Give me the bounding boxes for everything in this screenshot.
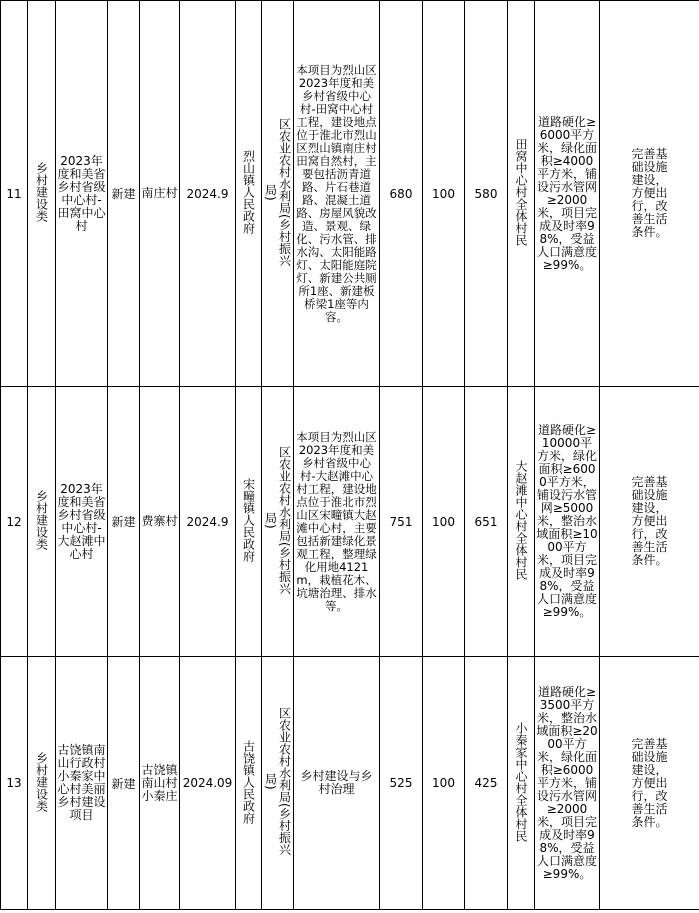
- nature-cell: 新建: [108, 657, 140, 910]
- row-number: 11: [1, 1, 28, 387]
- content-cell: 本项目为烈山区2023年度和美乡村省级中心村-田窝中心村工程，建设地点位于淮北市烈山区烈山镇南庄村田窝自然村，主要包括沥青道路、片石巷道路、混凝土道路、房屋风貌改造、景观、绿化、污水管、排水沟、太阳能路灯、太阳能庭院灯、新建公共厕所1座、新建板桥梁1座等内容。: [294, 1, 380, 387]
- date-cell: 2024.9: [180, 1, 236, 387]
- content-cell: 本项目为烈山区2023年度和美乡村省级中心村-大赵滩中心村工程，建设地点位于淮北市烈山区宋疃镇大赵滩中心村，主要包括新建绿化景观工程，整理绿化用地4121m，栽植花木、坑塘治理、排水等。: [294, 387, 380, 657]
- category-text: 乡村建设类: [34, 490, 49, 550]
- beneficiary-cell: [508, 1, 535, 387]
- table-row: [1, 1, 699, 387]
- authority-text: 区农业农村水利局(乡村振兴局): [263, 707, 292, 856]
- category-text: 乡村建设类: [34, 162, 49, 222]
- location-cell: 南庄村: [140, 1, 180, 387]
- row-number: 12: [1, 387, 28, 657]
- location-cell: 费寨村: [140, 387, 180, 657]
- benefit-cell: 完善基础设施建设，方便出行，改善生活条件。: [600, 1, 699, 387]
- table-row: [1, 387, 699, 657]
- beneficiary-text: 田窝中心村全体村民: [514, 138, 528, 246]
- implementer-cell: [236, 657, 262, 910]
- beneficiary-cell: [508, 387, 535, 657]
- implementer-text: 宋疃镇人民政府: [241, 478, 256, 562]
- content-cell: 乡村建设与乡村治理: [294, 657, 380, 910]
- category-cell: [28, 657, 56, 910]
- fund-b-cell: 651: [465, 387, 508, 657]
- fund-a-cell: 100: [423, 387, 465, 657]
- fund-b-cell: 580: [465, 1, 508, 387]
- implementer-text: 古饶镇人民政府: [241, 739, 256, 824]
- total-investment-cell: 680: [380, 1, 423, 387]
- project-name-cell: 2023年度和美省乡村省级中心村-田窝中心村: [56, 1, 108, 387]
- authority-text: 区农业农村水利局(乡村振兴局): [263, 445, 292, 595]
- benefit-cell: 完善基础设施建设，方便出行，改善生活条件。: [600, 657, 699, 910]
- authority-cell: [262, 387, 294, 657]
- row-number: 13: [1, 657, 28, 910]
- project-name-cell: 古饶镇南山行政村小秦家中心村美丽乡村建设项目: [56, 657, 108, 910]
- indicators-cell: 道路硬化≥3500平方米，整治水域面积≥2000平方米，绿化面积≥6000平方米，铺设污水管网≥2000米，项目完成及时率98%，受益人口满意度≥99%。: [535, 657, 600, 910]
- implementer-text: 烈山镇人民政府: [241, 150, 256, 234]
- fund-a-cell: 100: [423, 1, 465, 387]
- nature-cell: 新建: [108, 387, 140, 657]
- indicators-cell: 道路硬化≥6000平方米，绿化面积≥4000平方米，铺设污水管网≥2000米，项目完成及时率98%，受益人口满意度≥99%。: [535, 1, 600, 387]
- authority-cell: [262, 657, 294, 910]
- total-investment-cell: 525: [380, 657, 423, 910]
- implementer-cell: [236, 387, 262, 657]
- fund-b-cell: 425: [465, 657, 508, 910]
- beneficiary-cell: [508, 657, 535, 910]
- nature-cell: 新建: [108, 1, 140, 387]
- benefit-cell: 完善基础设施建设，方便出行，改善生活条件。: [600, 387, 699, 657]
- authority-cell: [262, 1, 294, 387]
- project-name-cell: 2023年度和美省乡村省级中心村-大赵滩中心村: [56, 387, 108, 657]
- table-row: [1, 657, 699, 910]
- implementer-cell: [236, 1, 262, 387]
- category-cell: [28, 387, 56, 657]
- category-text: 乡村建设类: [34, 751, 49, 812]
- beneficiary-text: 小秦家中心村全体村民: [514, 721, 528, 842]
- fund-a-cell: 100: [423, 657, 465, 910]
- beneficiary-text: 大赵滩中心村全体村民: [514, 460, 528, 580]
- authority-text: 区农业农村水利局(乡村振兴局): [263, 117, 292, 267]
- total-investment-cell: 751: [380, 387, 423, 657]
- location-cell: 古饶镇南山村小秦庄: [140, 657, 180, 910]
- date-cell: 2024.9: [180, 387, 236, 657]
- indicators-cell: 道路硬化≥10000平方米，绿化面积≥6000平方米，铺设污水管网≥5000米，整治水域面积≥1000平方米，项目完成及时率98%，受益人口满意度≥99%。: [535, 387, 600, 657]
- date-cell: 2024.09: [180, 657, 236, 910]
- category-cell: [28, 1, 56, 387]
